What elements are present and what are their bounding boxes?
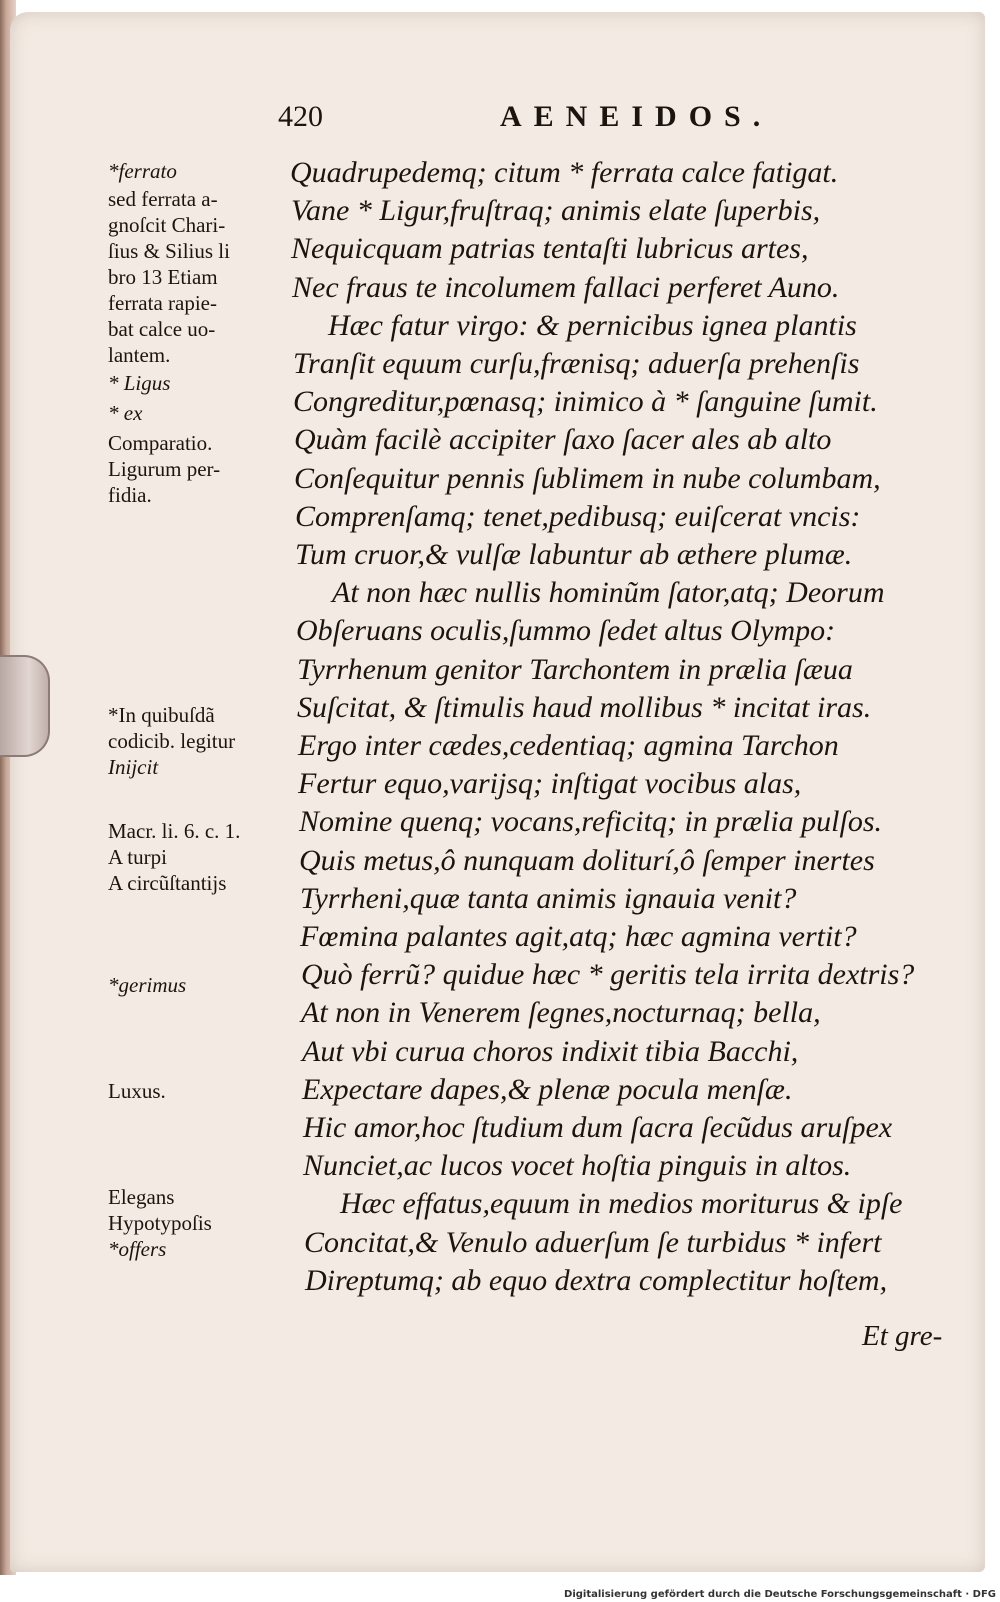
verse-line: Quò ferrũ? quidue hæc * geritis tela irrita dextris?: [301, 958, 915, 992]
verse-line: Nomine quenq; vocans,reficitq; in prælia pulſos.: [299, 805, 882, 839]
margin-note: *offers: [108, 1237, 167, 1261]
margin-note: Luxus.: [108, 1079, 166, 1103]
verse-line: Vane * Ligur,fruſtraq; animis elate ſuperbis,: [291, 194, 821, 228]
verse-line: Comprenſamq; tenet,pedibusq; euiſcerat vncis:: [295, 499, 861, 533]
margin-note: *gerimus: [108, 973, 187, 997]
margin-note: *In quibuſdã codicib. legitur: [108, 703, 236, 753]
verse-line: Fœmina palantes agit,atq; hæc agmina vertit?: [300, 920, 857, 953]
verse-line: Quàm facilè accipiter ſaxo ſacer ales ab alto: [294, 423, 832, 457]
verse-line: Ergo inter cædes,cedentiaq; agmina Tarchon: [298, 729, 839, 762]
margin-note: Macr. li. 6. c. 1. A turpi A circũſtantijs: [108, 819, 241, 895]
catchword: Et gre-: [862, 1320, 943, 1352]
verse-line: Tum cruor,& vulſæ labuntur ab æthere plumæ.: [295, 538, 853, 571]
verse-line: Obſeruans oculis,ſummo ſedet altus Olympo:: [296, 614, 836, 648]
verse-line: Quadrupedemq; citum * ferrata calce fatigat.: [290, 156, 839, 189]
verse-line: Nunciet,ac lucos vocet hoſtia pinguis in altos.: [303, 1149, 852, 1183]
verse-line: Nec fraus te incolumem fallaci perferet Auno.: [292, 270, 840, 304]
margin-note: *ferrato: [108, 159, 177, 183]
verse-line: Congreditur,pœnasq; inimico à * ſanguine ſumit.: [293, 385, 878, 419]
verse-line: Hic amor,hoc ſtudium dum ſacra ſecũdus aruſpex: [303, 1111, 893, 1144]
verse-line: At non in Venerem ſegnes,nocturnaq; bella,: [301, 996, 821, 1030]
verse-line: Nequicquam patrias tentaſti lubricus artes,: [291, 232, 809, 266]
margin-note: Elegans Hypotypoſis: [108, 1185, 212, 1235]
verse-line: Tyrrheni,quæ tanta animis ignauia venit?: [300, 881, 797, 915]
verse-line: Suſcitat, & ſtimulis haud mollibus * incitat iras.: [297, 690, 872, 724]
page-number: 420: [278, 100, 323, 133]
verse-line: Direptumq; ab equo dextra complectitur hoſtem,: [305, 1263, 888, 1297]
margin-note: Comparatio. Ligurum per- fidia.: [108, 431, 221, 507]
margin-note: * Ligus: [108, 371, 171, 395]
verse-line: Fertur equo,varijsq; inſtigat vocibus alas,: [298, 767, 802, 801]
verse-line: Expectare dapes,& plenæ pocula menſæ.: [302, 1072, 793, 1106]
verse-line: Conſequitur pennis ſublimem in nube columbam,: [294, 461, 881, 495]
verse-line: Quis metus,ô nunquam doliturí,ô ſemper inertes: [299, 843, 875, 877]
running-head: AENEIDOS.: [500, 100, 773, 133]
verse-line: Hæc effatus,equum in medios moriturus & ipſe: [340, 1187, 903, 1221]
digitization-footer: Digitalisierung gefördert durch die Deutsche Forschungsgemeinschaft · DFG: [564, 1589, 996, 1600]
verse-line: At non hæc nullis hominũm ſator,atq; Deorum: [332, 576, 885, 610]
verse-line: Aut vbi curua choros indixit tibia Bacchi,: [302, 1034, 799, 1068]
verse-line: Tyrrhenum genitor Tarchontem in prælia ſæua: [297, 652, 853, 686]
verse-line: Hæc fatur virgo: & pernicibus ignea plantis: [328, 308, 857, 342]
verse-line: Tranſit equum curſu,frænisq; aduerſa prehenſis: [293, 347, 860, 380]
margin-note: * ex: [108, 401, 143, 425]
margin-note: sed ferrata a- gnoſcit Chari- ſius & Silius li bro 13 Etiam ferrata rapie- bat calce uo- lantem.: [108, 187, 230, 367]
margin-note: Inijcit: [108, 755, 159, 779]
verse-line: Concitat,& Venulo aduerſum ſe turbidus * infert: [304, 1225, 882, 1259]
